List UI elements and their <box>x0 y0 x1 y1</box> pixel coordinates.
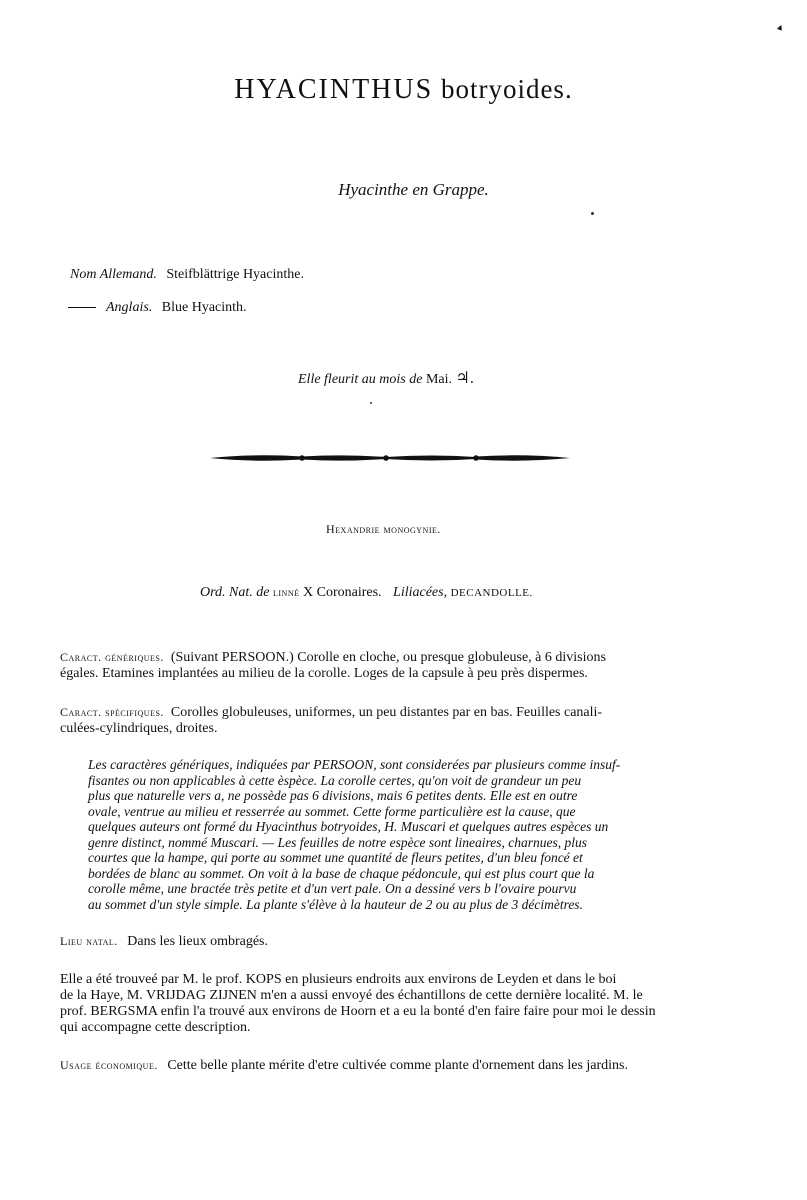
remarks-line: bordées de blanc au sommet. On voit à la base de chaque pédoncule, qui est plus court que la <box>88 865 595 881</box>
specific-line-1 <box>60 704 770 721</box>
flowering-text: Elle fleurit au mois de <box>298 372 423 387</box>
remarks-line: fisantes ou non applicables à cette èspèce. La corolle certes, qu'on voit de grandeur un peu <box>88 772 582 788</box>
rule-dot <box>473 455 479 461</box>
rule-right-tip <box>476 455 570 460</box>
ink-speck <box>591 212 594 215</box>
rule-dot <box>383 455 389 461</box>
english-name-value: Blue Hyacinth. <box>161 300 247 315</box>
locality-line: qui accompagne cette description. <box>60 1020 251 1035</box>
remarks-line: plus que naturelle vers a, ne possède pas 6 divisions, mais 6 petites dents. Elle est en outre <box>88 788 578 803</box>
linnaean-class: Hexandrie monogynie. <box>326 522 441 536</box>
generic-line-1 <box>60 649 770 666</box>
locality-paragraph <box>60 972 770 1036</box>
english-name-row <box>68 300 247 316</box>
natural-order <box>200 585 533 601</box>
specific-text: Corolles globuleuses, uniformes, un peu distantes par en bas. Feuilles canali- <box>170 705 603 720</box>
rule-left-tip <box>210 455 302 460</box>
english-name-label: Anglais. <box>106 300 153 315</box>
ornamental-rule <box>210 449 570 467</box>
specific-characters <box>60 704 770 737</box>
locality-line: Elle a été trouveé par M. le prof. KOPS en plusieurs endroits aux environs de Leyden et dans le boi <box>60 972 617 987</box>
author-linne: linné <box>273 585 300 599</box>
ditto-dash <box>68 307 96 308</box>
remarks-line: courtes que la hampe, qui porte au sommet une quantité de fleurs petites, d'un bleu foncé et <box>88 850 583 865</box>
remarks-line: corolle même, une bractée très petite et d'un vert pale. On a dessiné vers b l'ovaire pourvu <box>88 881 577 896</box>
german-name-row <box>70 267 304 283</box>
remarks-line: au sommet d'un style simple. La plante s'élève à la hauteur de 2 ou au plus de 3 décimètres. <box>88 896 583 912</box>
german-name-value: Steifblättrige Hyacinthe. <box>166 267 304 282</box>
specific-label: Caract. spécifiques. <box>60 705 164 719</box>
remarks-line: Les caractères génériques, indiquées par PERSOON, sont considerées par plusieurs comme insuf- <box>88 757 621 772</box>
order-label: Ord. Nat. <box>200 585 253 600</box>
family-name: Liliacées, <box>393 585 448 600</box>
title-species: botryoides. <box>440 74 573 104</box>
perennial-symbol: ♃. <box>455 370 474 387</box>
generic-characters <box>60 649 770 682</box>
locality-line: de la Haye, M. VRIJDAG ZIJNEN m'en a aussi envoyé des échantillons de cette dernière localité. M. le <box>60 988 643 1003</box>
remarks-line: genre distinct, nommé Muscari. — Les feuilles de notre espèce sont lineaires, charnues, plus <box>88 834 588 850</box>
generic-text: (Suivant PERSOON.) Corolle en cloche, ou presque globuleuse, à 6 divisions <box>170 650 606 665</box>
german-name-label: Nom Allemand. <box>70 267 157 282</box>
page-title <box>0 74 807 106</box>
remarks-paragraph <box>88 757 770 912</box>
economic-use <box>60 1058 628 1074</box>
usage-value: Cette belle plante mérite d'etre cultivée comme plante d'ornement dans les jardins. <box>167 1058 628 1073</box>
locality-line: prof. BERGSMA enfin l'a trouvé aux environs de Hoorn et a eu la bonté d'en faire faire pour moi le dessin <box>60 1004 656 1019</box>
common-name: Hyacinthe en Grappe. <box>338 180 489 199</box>
habitat-value: Dans les lieux ombragés. <box>127 934 268 949</box>
specific-line-2: culées-cylindriques, droites. <box>60 721 218 736</box>
rule-dot <box>299 455 305 461</box>
flowering-month: Mai. <box>425 372 452 387</box>
flowering-time <box>298 368 474 388</box>
generic-label: Caract. génériques. <box>60 650 164 664</box>
ink-speck <box>370 402 372 404</box>
corner-mark: ▲ <box>774 20 787 34</box>
rule-segment <box>386 456 476 461</box>
author-decandolle: DECANDOLLE. <box>450 587 533 599</box>
rule-segment <box>302 455 386 460</box>
generic-line-2: égales. Etamines implantées au milieu de la corolle. Loges de la capsule à peu près dispermes. <box>60 666 588 681</box>
remarks-line: quelques auteurs ont formé du Hyacinthus botryoides, H. Muscari et quelques autres espèces un <box>88 819 609 834</box>
habitat-label: Lieu natal. <box>60 934 118 948</box>
usage-label: Usage économique. <box>60 1058 158 1072</box>
habitat <box>60 934 268 950</box>
title-genus: HYACINTHUS <box>234 74 434 105</box>
order-de: de <box>256 585 270 600</box>
remarks-line: ovale, ventrue au milieu et resserrée au sommet. Cette forme particulière est la cause, que <box>88 803 576 819</box>
order-value: X Coronaires. <box>303 585 382 600</box>
